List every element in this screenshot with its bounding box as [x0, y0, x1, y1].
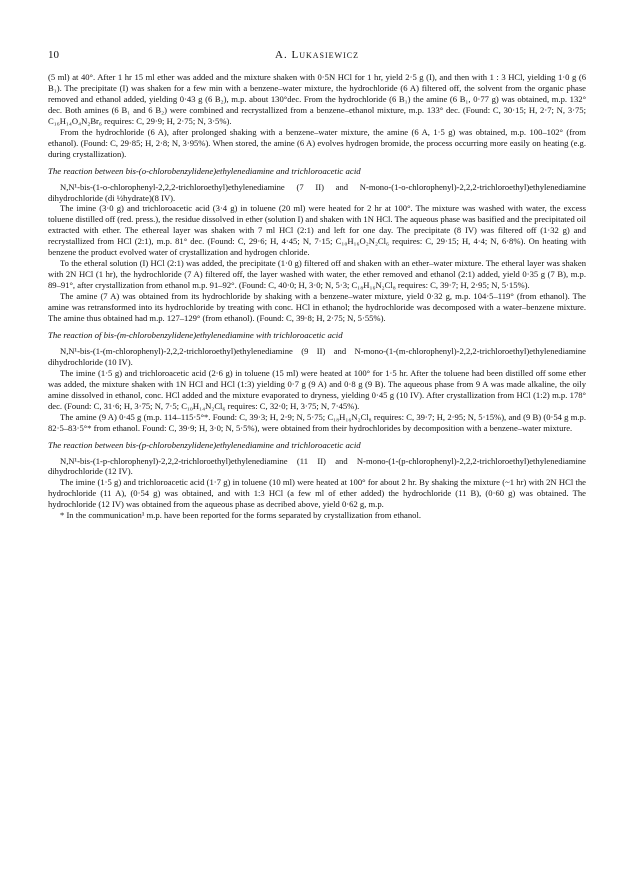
- section-heading: The reaction between bis-(p-chlorobenzylidene)ethylenediamine and trichloroacetic acid: [48, 439, 361, 450]
- section-heading: The reaction of bis-(m-chlorobenzylidene)ethylenediamine with trichloroacetic acid: [48, 329, 343, 340]
- body-paragraph: The imine (3·0 g) and trichloroacetic acid (3·4 g) in toluene (20 ml) were heated for 2 hr at 100°. The mixture was washed with water, the excess toluene distilled off (red. press.), the residue dissolved in ether (solution I) and shaken with 1N HCl. The aqueous phase was basified and the precipitated oil extracted with ether. The ethereal layer was shaken with 7 ml HCl (2:1) and left for one day. The precipitate (8 IV) was filtered off (1·32 g) and recrystallized from HCl (2:1), m.p. 81° dec. (Found: C, 29·6; H, 4·45; N, 7·15; C₁₀H₁₆O₂N₂Cl₆ requires: C, 29·15; H, 4·4; N, 6·8%). On heating with benzene the product evolved water of crystallization and hydrogen chloride.: [48, 203, 586, 258]
- body-paragraph: The imine (1·5 g) and trichloroacetic acid (2·6 g) in toluene (15 ml) were heated at 100° for 1·5 hr. After the toluene had been distilled off some ether was added, the mixture shaken with 1N HCl and HCl (1:3) yielding 0·7 g (9 A) and 0·8 g (9 B). The aqueous phase from 9 A was made alkaline, the oily amine dissolved in ethanol, conc. HCl added and the mixture evaporated to dryness, yielding 0·45 g (10 IV). After crystallization from HCl (1:2) m.p. 178° dec. (Found: C, 31·6; H, 3·75; N, 7·5; C₁₀H₁₄N₂Cl₆ requires: C, 32·0; H, 3·75; N, 7·45%).: [48, 367, 586, 411]
- body-paragraph: (5 ml) at 40°. After 1 hr 15 ml ether was added and the mixture shaken with 0·5N HCl for 1 hr, yield 2·5 g (I), and then with 1 : 3 HCl, yielding 1·0 g (6 B₁). The precipitate (I) was shaken for a few min with a benzene–water mixture, the hydrochloride (6 A) filtered off, the solvent from the organic phase removed and ethanol added, yielding 0·43 g (6 B₂), m.p. about 130°dec. From the hydrochloride (6 B₁) the amine (6 B₁, 0·77 g) was obtained, m.p. 132° dec. Both amines (6 B₁ and 6 B₂) were combined and recrystallized from a benzene–ethanol mixture, m.p. 133° dec. (Found: C, 30·15; H, 2·7; N, 3·75; C₁₆H₁₄O₄N₂Br₆ requires: C, 29·9; H, 2·75; N, 3·5%).: [48, 72, 586, 126]
- body-paragraph: N,N¹-bis-(1-(m-chlorophenyl)-2,2,2-trichloroethyl)ethylenediamine (9 II) and N-mono-(1-(m-chlorophenyl)-2,2,2-trichloroethyl)ethylenediamine dihydrochloride (10 IV).: [48, 345, 586, 367]
- body-paragraph: From the hydrochloride (6 A), after prolonged shaking with a benzene–water mixture, the amine (6 A, 1·5 g) was obtained, m.p. 100–102° (from ethanol). (Found: C, 29·85; H, 2·8; N, 3·95%). When stored, the amine (6 A) evolves hydrogen bromide, the process occurring more easily on heating (e.g. during crystallization).: [48, 126, 586, 159]
- document-page: [48, 0, 586, 891]
- body-paragraph: The amine (9 A) 0·45 g (m.p. 114–115·5°*. Found: C, 39·3; H, 2·9; N, 5·75; C₁₈H₁₆N₂Cl₈ requires: C, 39·7; H, 2·95; N, 5·15%), and (9 B) (0·54 g m.p. 82·5–83·5°* from ethanol. Found: C, 39·9; H, 3·0; N, 5·5%), were obtained from their hydrochlorides by decomposition with a benzene–water mixture.: [48, 411, 586, 433]
- page-number: 10: [48, 49, 59, 61]
- body-paragraph: N,N¹-bis-(1-p-chlorophenyl)-2,2,2-trichloroethyl)ethylenediamine (11 II) and N-mono-(1-(p-chlorophenyl)-2,2,2-trichloroethyl)ethylenediamine dihydrochloride (12 IV).: [48, 455, 586, 477]
- page-header: [48, 49, 586, 63]
- footnote: * In the communication¹ m.p. have been reported for the forms separated by crystallization from ethanol.: [60, 510, 422, 521]
- body-paragraph: The imine (1·5 g) and trichloroacetic acid (1·7 g) in toluene (10 ml) were heated at 100° for about 2 hr. By shaking the mixture (~1 hr) with 2N HCl the hydrochloride (11 A), (0·54 g) was obtained, and with 1:3 HCl (a few ml of ether added) the hydrochloride (11 B), (0·60 g) was obtained. The hydrochloride (12 IV) was obtained from the aqueous phase as decribed above, yield 0·62 g, m.p.: [48, 477, 586, 510]
- body-paragraph: To the etheral solution (I) HCl (2:1) was added, the precipitate (1·0 g) filtered off and shaken with an ether–water mixture. The etheral layer was shaken with 2N HCl (1 hr), the hydrochloride (7 A) filtered off, the layer washed with water, the ether removed and ethanol (2:1) added, yield 0·35 g (7 B), m.p. 89–91°, after crystallization from ethanol m.p. 91–92°. (Found: C, 40·0; H, 3·0; N, 5·3; C₁₈H₁₆N₂Cl₈ requires: C, 39·7; H, 2·95; N, 5·15%).: [48, 258, 586, 291]
- body-paragraph: The amine (7 A) was obtained from its hydrochloride by shaking with a benzene–water mixture, yield 0·32 g, m.p. 104·5–119° (from ethanol). The amine was retransformed into its hydrochloride by treating with conc. HCl in ethanol; the hydrochloride was decomposed with a water–benzene mixture. The amine thus obtained had m.p. 127–129° (from ethanol). (Found: C, 39·8; H, 2·75; N, 5·55%).: [48, 291, 586, 324]
- body-paragraph: N,N¹-bis-(1-o-chlorophenyl-2,2,2-trichloroethyl)ethylenediamine (7 II) and N-mono-(1-o-chlorophenyl)-2,2,2-trichloroethyl)ethylenediamine dihydrochloride (di ½hydrate)(8 IV).: [48, 181, 586, 203]
- section-heading: The reaction between bis-(o-chlorobenzylidene)ethylenediamine and trichloroacetic acid: [48, 165, 361, 176]
- running-head-author: A. Lukasiewicz: [275, 49, 359, 61]
- article-body: [48, 72, 586, 521]
